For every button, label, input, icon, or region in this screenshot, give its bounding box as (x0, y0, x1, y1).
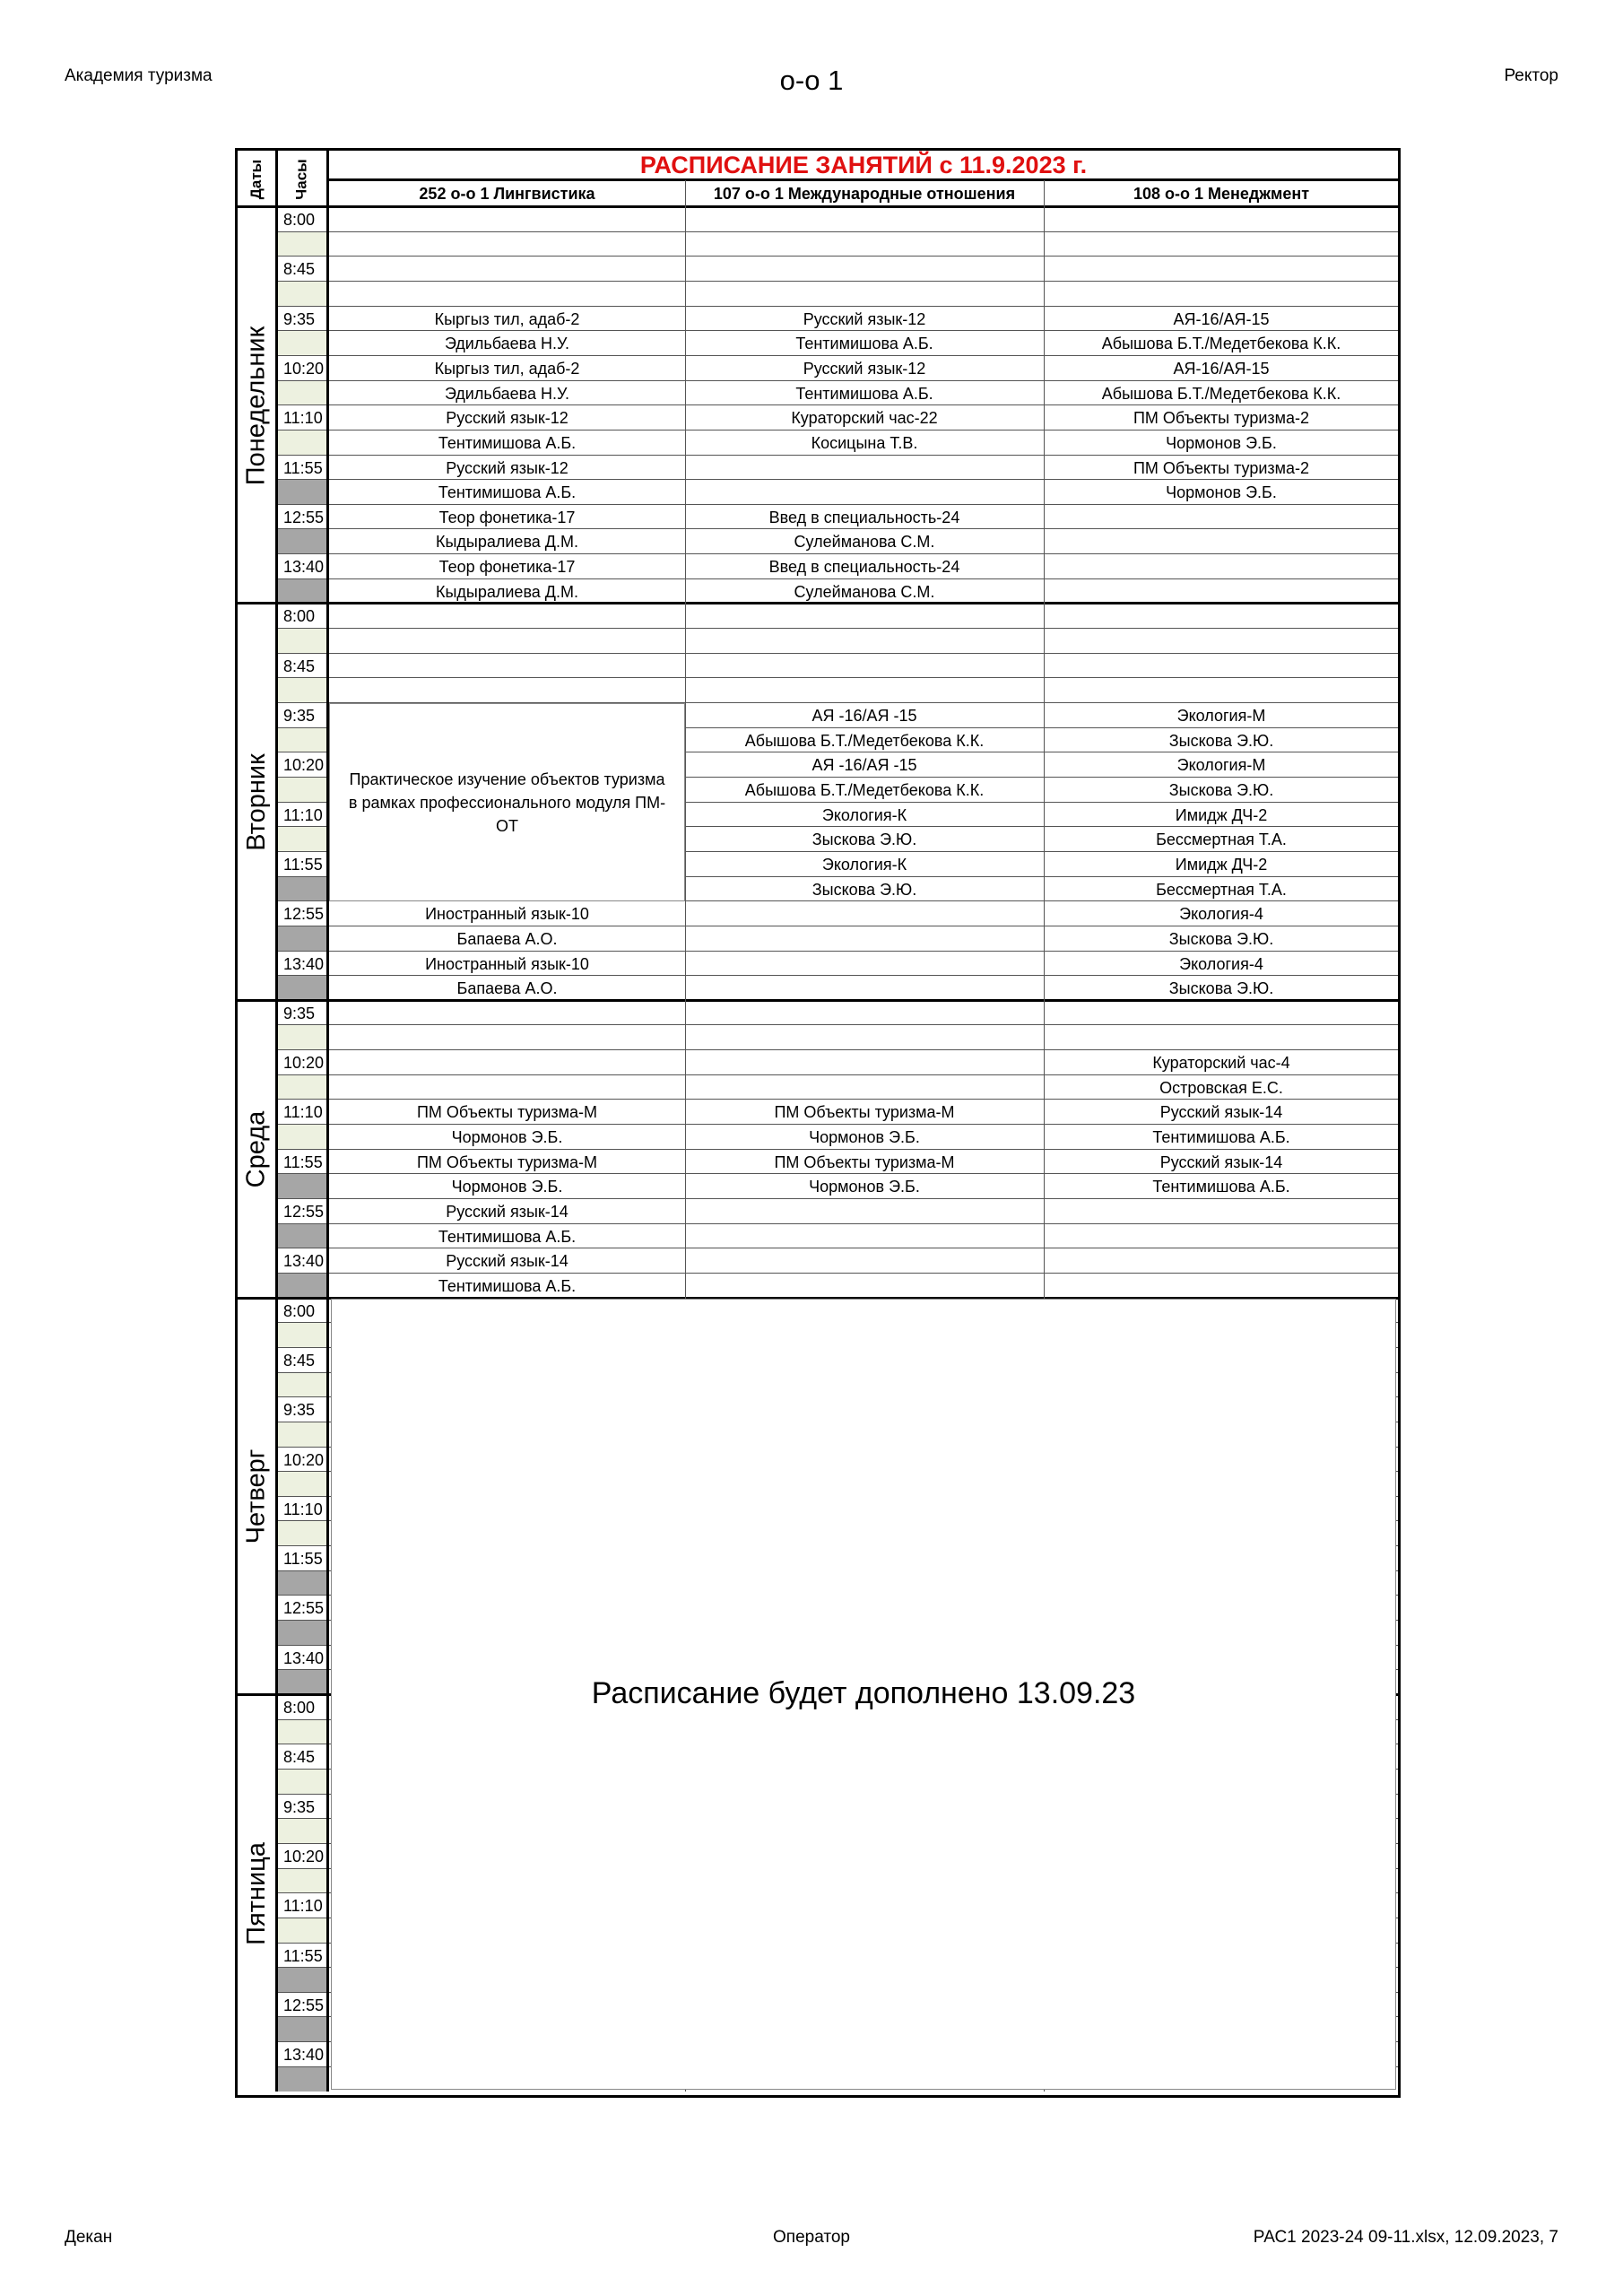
day-name-0 (238, 207, 275, 604)
time-label: 11:55 (283, 855, 323, 874)
teacher-cell: Чормонов Э.Б. (809, 1178, 920, 1196)
subject-cell: Русский язык-14 (1159, 1152, 1283, 1171)
header-bottom (238, 205, 1398, 208)
time-label: 13:40 (283, 1648, 325, 1667)
time-label: 11:55 (283, 458, 323, 477)
time-band (278, 1819, 326, 1844)
time-band (278, 232, 326, 257)
practice-note-text: Практическое изучение объектов туризма в рамках профессионального модуля ПМ-ОТ (348, 770, 666, 835)
subject-cell: Русский язык-14 (1159, 1103, 1283, 1122)
day-label: Понедельник (241, 326, 271, 485)
subject-cell: ПМ Объекты туризма-2 (1133, 458, 1310, 477)
row-line (278, 256, 1398, 257)
subject-cell: Экология-М (1176, 756, 1266, 775)
time-label: 11:10 (283, 1103, 323, 1122)
teacher-cell: Тентимишова А.Б. (795, 335, 933, 353)
time-label: 12:55 (283, 1203, 325, 1221)
teacher-cell: Тентимишова А.Б. (1152, 1128, 1290, 1147)
schedule-notice-text: Расписание будет дополнено 13.09.23 (591, 1676, 1136, 1711)
subject-cell: ПМ Объекты туризма-М (416, 1152, 598, 1171)
teacher-cell: Зыскова Э.Ю. (812, 880, 917, 899)
day-label: Вторник (241, 753, 271, 851)
row-line (278, 281, 1398, 282)
operator-label: Оператор (773, 2228, 850, 2247)
subject-cell: Русский язык-12 (803, 309, 926, 328)
teacher-cell: Островская Е.С. (1159, 1078, 1283, 1097)
teacher-cell: Тентимишова А.Б. (438, 1227, 577, 1246)
teacher-cell: Тентимишова А.Б. (795, 384, 933, 403)
teacher-cell: Чормонов Э.Б. (1166, 483, 1277, 502)
time-label: 10:20 (283, 1847, 325, 1866)
time-label: 9:35 (283, 707, 316, 725)
row-line (278, 231, 1398, 232)
time-label: 8:00 (283, 211, 316, 229)
time-label: 12:55 (283, 905, 325, 924)
time-label: 9:35 (283, 309, 316, 328)
teacher-cell: Тентимишова А.Б. (438, 433, 577, 452)
subject-cell: Экология-4 (1179, 954, 1263, 973)
teacher-cell: Сулейманова С.М. (794, 582, 935, 601)
col-line-date (275, 151, 278, 2092)
time-band (278, 1472, 326, 1497)
page-group-title: о-о 1 (779, 65, 844, 96)
time-label: 8:00 (283, 607, 316, 626)
subject-cell: Кураторский час-22 (791, 409, 938, 428)
teacher-cell: Зыскова Э.Ю. (1168, 731, 1274, 750)
time-label: 12:55 (283, 1996, 325, 2014)
header-divider (329, 178, 1398, 181)
day-label: Четверг (241, 1448, 271, 1544)
dean-label: Декан (65, 2228, 113, 2247)
row-line (278, 1223, 1398, 1224)
subject-cell: Иностранный язык-10 (425, 905, 589, 924)
file-info: РАС1 2023-24 09-11.xlsx, 12.09.2023, 7 (1253, 2228, 1558, 2247)
day-name-2 (238, 1001, 275, 1299)
time-band (278, 1521, 326, 1546)
subject-cell: Кыргыз тил, адаб-2 (434, 309, 580, 328)
time-band (278, 1323, 326, 1348)
time-label: 13:40 (283, 954, 325, 973)
time-label: 10:20 (283, 359, 325, 378)
time-label: 10:20 (283, 756, 325, 775)
row-line (278, 1273, 1398, 1274)
teacher-cell: Бессмертная Т.А. (1156, 880, 1287, 899)
time-band (278, 1770, 326, 1795)
time-label: 8:00 (283, 1699, 316, 1717)
time-band (278, 381, 326, 406)
subject-cell: Русский язык-12 (446, 458, 568, 477)
teacher-cell: Тентимишова А.Б. (1152, 1178, 1290, 1196)
subject-cell: ПМ Объекты туризма-М (774, 1103, 955, 1122)
subject-cell: АЯ-16/АЯ-15 (1173, 309, 1270, 328)
teacher-cell: Абышова Б.Т./Медетбекова К.К. (744, 731, 985, 750)
row-line (278, 1173, 1398, 1174)
time-label: 12:55 (283, 1599, 325, 1618)
time-band (278, 331, 326, 356)
subject-cell: Кураторский час-4 (1152, 1054, 1290, 1073)
schedule-notice (331, 1299, 1396, 2091)
subject-cell: Русский язык-12 (446, 409, 568, 428)
time-label: 13:40 (283, 558, 325, 577)
subject-cell: АЯ -16/АЯ -15 (812, 756, 917, 775)
group-header: 252 о-о 1 Лингвистика (419, 185, 595, 203)
teacher-cell: Абышова Б.Т./Медетбекова К.К. (1101, 335, 1341, 353)
subject-cell: Экология-М (1176, 707, 1266, 725)
subject-cell: Экология-4 (1179, 905, 1263, 924)
time-label: 8:45 (283, 1351, 316, 1370)
time-label: 13:40 (283, 1252, 325, 1271)
teacher-cell: Зыскова Э.Ю. (1168, 929, 1274, 948)
teacher-cell: Бапаева А.О. (456, 979, 558, 998)
time-label: 12:55 (283, 508, 325, 526)
day-divider (238, 602, 1398, 604)
teacher-cell: Чормонов Э.Б. (451, 1178, 563, 1196)
time-label: 13:40 (283, 2046, 325, 2065)
col-header-hours (278, 151, 326, 207)
teacher-cell: Тентимишова А.Б. (438, 483, 577, 502)
time-label: 11:55 (283, 1550, 323, 1569)
time-label: 9:35 (283, 1797, 316, 1816)
teacher-cell: Сулейманова С.М. (794, 533, 935, 552)
row-line (278, 628, 1398, 629)
teacher-cell: Кыдыралиева Д.М. (435, 582, 578, 601)
row-line (278, 1024, 1398, 1025)
row-line (278, 380, 1398, 381)
subject-cell: Русский язык-12 (803, 359, 926, 378)
row-line (278, 677, 1398, 678)
subject-cell: АЯ -16/АЯ -15 (812, 707, 917, 725)
subject-cell: Кыргыз тил, адаб-2 (434, 359, 580, 378)
day-label: Среда (241, 1110, 271, 1188)
time-label: 8:45 (283, 260, 316, 279)
subject-cell: Русский язык-14 (446, 1203, 568, 1221)
row-line (278, 578, 1398, 579)
schedule-title: РАСПИСАНИЕ ЗАНЯТИЙ с 11.9.2023 г. (639, 152, 1088, 178)
day-name-3 (238, 1299, 275, 1695)
time-band (278, 1125, 326, 1150)
time-label: 11:55 (283, 1946, 323, 1965)
row-line (278, 330, 1398, 331)
time-band (278, 728, 326, 753)
subject-cell: ПМ Объекты туризма-2 (1133, 409, 1310, 428)
time-band (278, 430, 326, 456)
col-header-hours-label: Часы (293, 158, 310, 200)
time-band (278, 678, 326, 703)
subject-cell: ПМ Объекты туризма-М (774, 1152, 955, 1171)
subject-cell: Теор фонетика-17 (438, 558, 576, 577)
subject-cell: Имидж ДЧ-2 (1175, 855, 1268, 874)
time-label: 8:45 (283, 1748, 316, 1767)
teacher-cell: Эдильбаева Н.У. (444, 335, 570, 353)
time-band (278, 282, 326, 307)
subject-cell: Экология-К (821, 855, 907, 874)
time-label: 11:10 (283, 409, 323, 428)
row-line (278, 653, 1398, 654)
subject-cell: Экология-К (821, 805, 907, 824)
group-header: 108 о-о 1 Менеджмент (1133, 185, 1310, 203)
col-line-time (326, 151, 329, 2092)
subject-cell: Введ в специальность-24 (768, 558, 960, 577)
time-band (278, 1869, 326, 1894)
subject-cell: Введ в специальность-24 (768, 508, 960, 526)
row-line (278, 1124, 1398, 1125)
row-line (278, 479, 1398, 480)
time-label: 10:20 (283, 1450, 325, 1469)
row-line (278, 975, 1398, 976)
subject-cell: Иностранный язык-10 (425, 954, 589, 973)
time-band (278, 778, 326, 803)
day-name-1 (238, 604, 275, 1000)
time-band (278, 1422, 326, 1448)
time-band (278, 1373, 326, 1398)
teacher-cell: Зыскова Э.Ю. (1168, 780, 1274, 799)
col-header-dates-label: Даты (247, 159, 265, 199)
teacher-cell: Зыскова Э.Ю. (1168, 979, 1274, 998)
day-label: Пятница (241, 1841, 271, 1945)
teacher-cell: Эдильбаева Н.У. (444, 384, 570, 403)
org-name: Академия туризма (65, 66, 213, 85)
teacher-cell: Зыскова Э.Ю. (812, 831, 917, 849)
group-header: 107 о-о 1 Международные отношения (713, 185, 1016, 203)
time-band (278, 1075, 326, 1100)
time-band (278, 1025, 326, 1050)
teacher-cell: Чормонов Э.Б. (809, 1128, 920, 1147)
time-label: 11:10 (283, 1500, 323, 1518)
teacher-cell: Тентимишова А.Б. (438, 1276, 577, 1295)
row-line (278, 528, 1398, 529)
teacher-cell: Абышова Б.Т./Медетбекова К.К. (744, 780, 985, 799)
time-band (278, 1918, 326, 1944)
day-name-4 (238, 1695, 275, 2092)
time-band (278, 1720, 326, 1745)
time-label: 11:55 (283, 1152, 323, 1171)
time-label: 11:10 (283, 1897, 323, 1916)
practice-note (329, 703, 685, 901)
day-divider (238, 999, 1398, 1002)
time-label: 10:20 (283, 1054, 325, 1073)
time-label: 9:35 (283, 1401, 316, 1420)
teacher-cell: Бессмертная Т.А. (1156, 831, 1287, 849)
time-label: 8:00 (283, 1301, 316, 1320)
time-band (278, 827, 326, 852)
teacher-cell: Чормонов Э.Б. (451, 1128, 563, 1147)
subject-cell: Теор фонетика-17 (438, 508, 576, 526)
teacher-cell: Абышова Б.Т./Медетбекова К.К. (1101, 384, 1341, 403)
teacher-cell: Косицына Т.В. (811, 433, 918, 452)
col-header-dates (238, 151, 275, 207)
time-band (278, 629, 326, 654)
schedule-table (235, 148, 1401, 2098)
time-label: 9:35 (283, 1004, 316, 1022)
rector-label: Ректор (1504, 66, 1558, 85)
subject-cell: ПМ Объекты туризма-М (416, 1103, 598, 1122)
teacher-cell: Бапаева А.О. (456, 929, 558, 948)
subject-cell: АЯ-16/АЯ-15 (1173, 359, 1270, 378)
teacher-cell: Кыдыралиева Д.М. (435, 533, 578, 552)
time-label: 11:10 (283, 805, 323, 824)
teacher-cell: Чормонов Э.Б. (1166, 433, 1277, 452)
subject-cell: Имидж ДЧ-2 (1175, 805, 1268, 824)
time-label: 8:45 (283, 657, 316, 675)
row-line (278, 1074, 1398, 1075)
subject-cell: Русский язык-14 (446, 1252, 568, 1271)
